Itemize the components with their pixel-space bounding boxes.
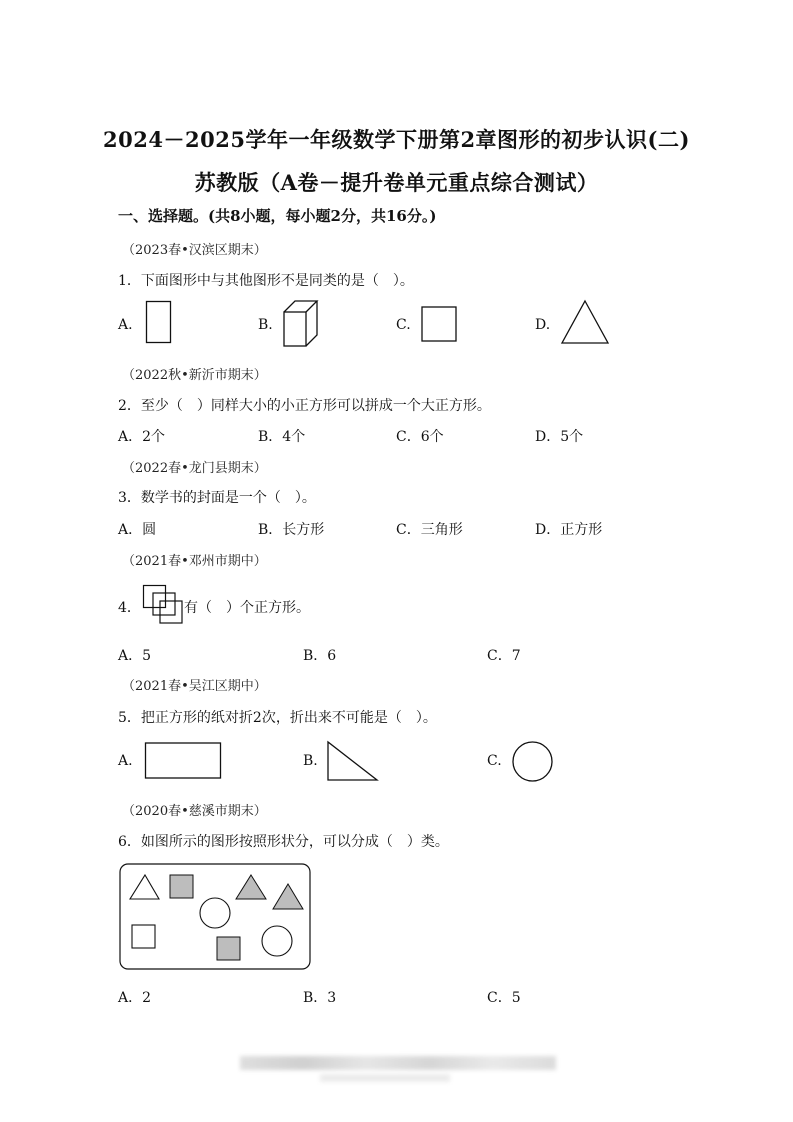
question-6-source: （2020春•慈溪市期末） [122,804,267,819]
section-heading: 一、选择题。(共8小题，每小题2分，共16分。) [118,207,437,225]
square-figure [420,305,460,345]
right-triangle-figure [326,740,382,784]
question-5-text: 5．把正方形的纸对折2次，折出来不可能是（ ）。 [118,710,437,726]
circle-figure [511,741,557,783]
question-6-text: 6．如图所示的图形按照形状分，可以分成（ ）类。 [118,834,449,850]
question-4-option-b[interactable]: B．6 [303,648,337,664]
question-6-option-a[interactable]: A．2 [118,990,152,1006]
question-2-text: 2．至少（ ）同样大小的小正方形可以拼成一个大正方形。 [118,398,491,414]
question-6-option-c[interactable]: C．5 [487,990,521,1006]
blurred-footer [240,1056,556,1070]
question-5-option-a[interactable]: A. [118,753,133,769]
question-3-option-c[interactable]: C．三角形 [396,522,463,538]
question-1-text: 1．下面图形中与其他图形不是同类的是（ ）。 [118,273,414,289]
question-2-option-b[interactable]: B．4个 [258,429,306,445]
question-1-source: （2023春•汉滨区期末） [122,243,267,258]
overlapping-squares-figure [142,584,186,626]
question-4-text: 有（ ）个正方形。 [184,600,310,616]
question-5-option-b[interactable]: B. [303,753,318,769]
shapes-box-figure [119,863,313,973]
title-line-2: 苏教版（A卷－提升卷单元重点综合测试） [194,170,599,195]
title-line-1: 2024－2025学年一年级数学下册第2章图形的初步认识(二) [103,127,690,152]
triangle-figure [560,299,612,347]
rectangle-figure [144,741,224,781]
question-2-option-c[interactable]: C．6个 [396,429,444,445]
question-1-option-c[interactable]: C. [396,317,411,333]
question-2-option-a[interactable]: A．2个 [118,429,166,445]
question-4-number: 4． [118,600,141,616]
question-3-option-a[interactable]: A．圆 [118,522,157,538]
question-3-source: （2022春•龙门县期末） [122,461,267,476]
question-1-option-d[interactable]: D. [535,317,551,333]
question-3-option-b[interactable]: B．长方形 [258,522,325,538]
question-4-option-a[interactable]: A．5 [118,648,152,664]
question-1-option-a[interactable]: A. [118,317,133,333]
question-4-source: （2021春•邓州市期中） [122,554,267,569]
question-6-option-b[interactable]: B．3 [303,990,337,1006]
question-3-option-d[interactable]: D．正方形 [535,522,603,538]
question-5-source: （2021春•吴江区期中） [122,679,267,694]
cuboid-figure [282,298,322,350]
question-2-option-d[interactable]: D．5个 [535,429,584,445]
tall-rectangle-figure [145,300,175,346]
question-2-source: （2022秋•新沂市期末） [122,368,267,383]
question-1-option-b[interactable]: B. [258,317,273,333]
blurred-footer-secondary [320,1074,450,1082]
question-5-option-c[interactable]: C. [487,753,502,769]
question-3-text: 3．数学书的封面是一个（ ）。 [118,490,316,506]
question-4-option-c[interactable]: C．7 [487,648,521,664]
